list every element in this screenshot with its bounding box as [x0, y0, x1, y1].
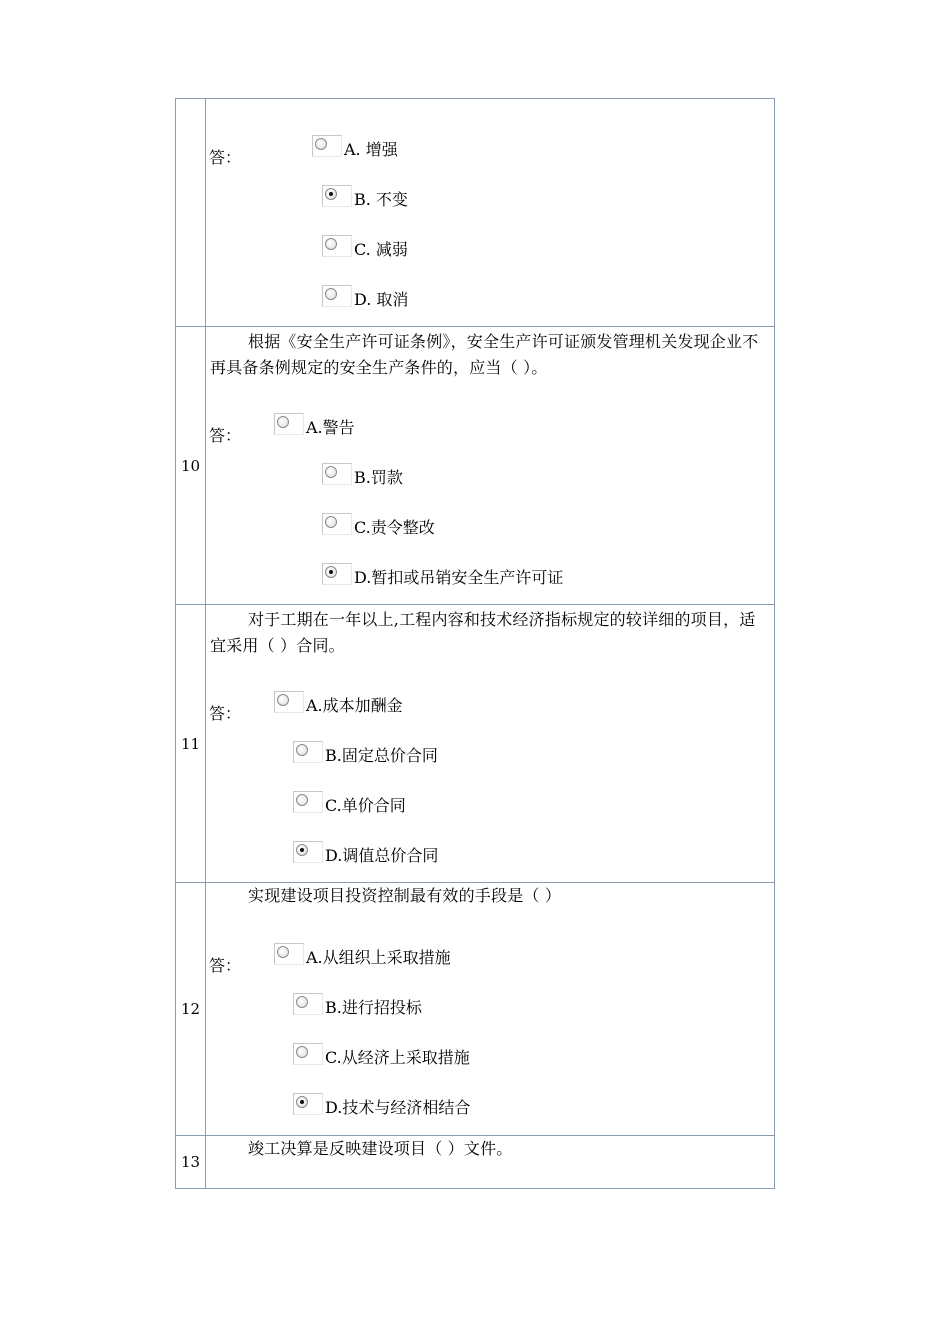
option-label: B.进行招投标 — [325, 998, 422, 1017]
question-text: 对于工期在一年以上,工程内容和技术经济指标规定的较详细的项目，适宜采用（ ）合同。 — [210, 610, 756, 655]
answer-label: 答： — [209, 956, 242, 975]
option-label: D.调值总价合同 — [325, 846, 439, 865]
answer-label: 答： — [209, 148, 242, 167]
option-label: B. 不变 — [354, 190, 408, 209]
option-label: C.单价合同 — [325, 796, 406, 815]
question-row — [176, 99, 774, 327]
option-label: D. 取消 — [354, 290, 409, 309]
radio-button[interactable] — [312, 135, 342, 159]
radio-button-selected[interactable] — [293, 1093, 323, 1117]
answer-label: 答： — [209, 426, 242, 445]
radio-button[interactable] — [293, 993, 323, 1017]
question-number: 11 — [176, 605, 206, 882]
option-a[interactable] — [312, 135, 398, 159]
option-b[interactable] — [293, 993, 422, 1017]
option-label: B.固定总价合同 — [325, 746, 438, 765]
option-label: A.成本加酬金 — [306, 696, 403, 715]
option-label: A. 增强 — [344, 140, 398, 159]
option-label: C. 减弱 — [354, 240, 408, 259]
question-content — [206, 327, 774, 604]
option-label: A.从组织上采取措施 — [306, 948, 451, 967]
radio-button[interactable] — [293, 741, 323, 765]
radio-button[interactable] — [322, 235, 352, 259]
option-c[interactable] — [322, 513, 435, 537]
option-c[interactable] — [293, 791, 406, 815]
option-label: B.罚款 — [354, 468, 403, 487]
radio-button-selected[interactable] — [322, 185, 352, 209]
option-d[interactable] — [293, 1093, 470, 1117]
option-label: C.责令整改 — [354, 518, 435, 537]
question-row — [176, 605, 774, 883]
question-content — [206, 605, 774, 882]
question-number: 10 — [176, 327, 206, 604]
radio-button[interactable] — [322, 513, 352, 537]
option-c[interactable] — [293, 1043, 470, 1067]
option-b[interactable] — [322, 185, 408, 209]
question-row — [176, 327, 774, 605]
option-a[interactable] — [274, 413, 355, 437]
question-text: 实现建设项目投资控制最有效的手段是（ ） — [248, 886, 562, 905]
question-number: 13 — [176, 1136, 206, 1188]
question-text: 竣工决算是反映建设项目（ ）文件。 — [248, 1139, 513, 1158]
option-label: C.从经济上采取措施 — [325, 1048, 470, 1067]
radio-button-selected[interactable] — [322, 563, 352, 587]
option-d[interactable] — [293, 841, 438, 865]
radio-button-selected[interactable] — [293, 841, 323, 865]
question-content — [206, 1136, 774, 1188]
question-table — [175, 98, 775, 1189]
option-d[interactable] — [322, 285, 408, 309]
question-text: 根据《安全生产许可证条例》，安全生产许可证颁发管理机关发现企业不再具备条例规定的安全生产条件的，应当（ ）。 — [210, 332, 759, 377]
option-label: D.技术与经济相结合 — [325, 1098, 471, 1117]
radio-button[interactable] — [293, 1043, 323, 1067]
answer-label: 答： — [209, 704, 242, 723]
radio-button[interactable] — [293, 791, 323, 815]
radio-button[interactable] — [322, 463, 352, 487]
option-c[interactable] — [322, 235, 408, 259]
option-b[interactable] — [322, 463, 403, 487]
question-row — [176, 1136, 774, 1188]
question-number: 12 — [176, 883, 206, 1135]
question-row — [176, 883, 774, 1136]
question-content — [206, 99, 774, 326]
radio-button[interactable] — [274, 943, 304, 967]
option-d[interactable] — [322, 563, 563, 587]
radio-button[interactable] — [322, 285, 352, 309]
question-number — [176, 99, 206, 326]
option-a[interactable] — [274, 943, 451, 967]
radio-button[interactable] — [274, 413, 304, 437]
option-label: A.警告 — [306, 418, 355, 437]
option-a[interactable] — [274, 691, 403, 715]
option-b[interactable] — [293, 741, 438, 765]
option-label: D.暂扣或吊销安全生产许可证 — [354, 568, 564, 587]
radio-button[interactable] — [274, 691, 304, 715]
question-content — [206, 883, 774, 1135]
